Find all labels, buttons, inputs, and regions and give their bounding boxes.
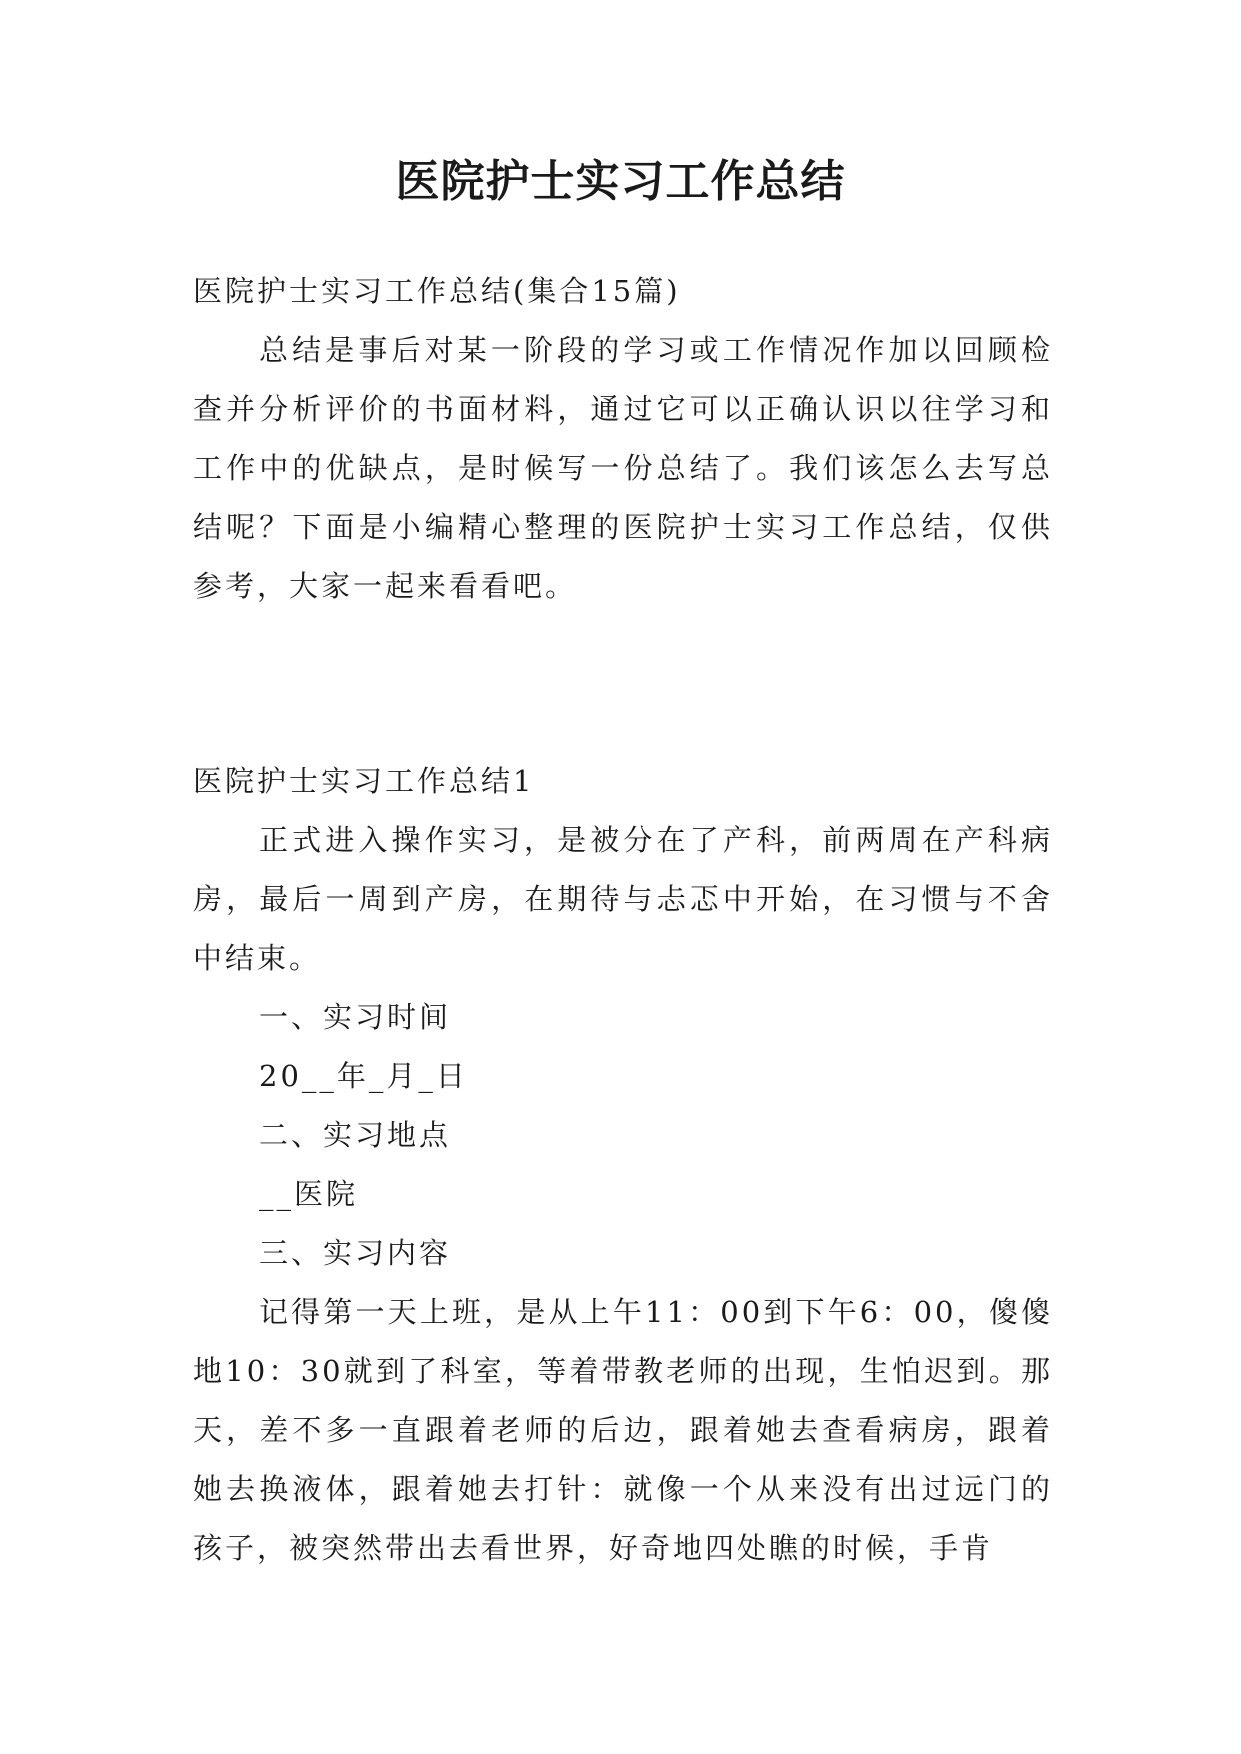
section-1-paragraph-1: 正式进入操作实习，是被分在了产科，前两周在产科病房，最后一周到产房，在期待与忐忑中开始，在习惯与不舍中结束。 <box>193 823 1053 975</box>
intro-block <box>193 262 1053 616</box>
document-title: 医院护士实习工作总结 <box>395 156 846 207</box>
item-2-value: __医院 <box>259 1177 359 1211</box>
item-3-title: 三、实习内容 <box>259 1236 452 1270</box>
section-1-paragraph-2: 记得第一天上班，是从上午11：00到下午6：00，傻傻地10：30就到了科室，等着带教老师的出现，生怕迟到。那天，差不多一直跟着老师的后边，跟着她去查看病房，跟着她去换液体，跟着她去打针：就像一个从来没有出过远门的孩子，被突然带出去看世界，好奇地四处瞧的时候，手肯 <box>193 1295 1053 1565</box>
item-2-title: 二、实习地点 <box>259 1118 452 1152</box>
section-1 <box>193 752 1053 1578</box>
section-1-heading: 医院护士实习工作总结1 <box>193 764 535 798</box>
item-1-value: 20__年_月_日 <box>259 1059 468 1093</box>
item-1-title: 一、实习时间 <box>259 1000 452 1034</box>
collection-subtitle: 医院护士实习工作总结(集合15篇) <box>193 274 681 308</box>
intro-paragraph: 总结是事后对某一阶段的学习或工作情况作加以回顾检查并分析评价的书面材料，通过它可以正确认识以往学习和工作中的优缺点，是时候写一份总结了。我们该怎么去写总结呢？下面是小编精心整理的医院护士实习工作总结，仅供参考，大家一起来看看吧。 <box>193 333 1053 603</box>
